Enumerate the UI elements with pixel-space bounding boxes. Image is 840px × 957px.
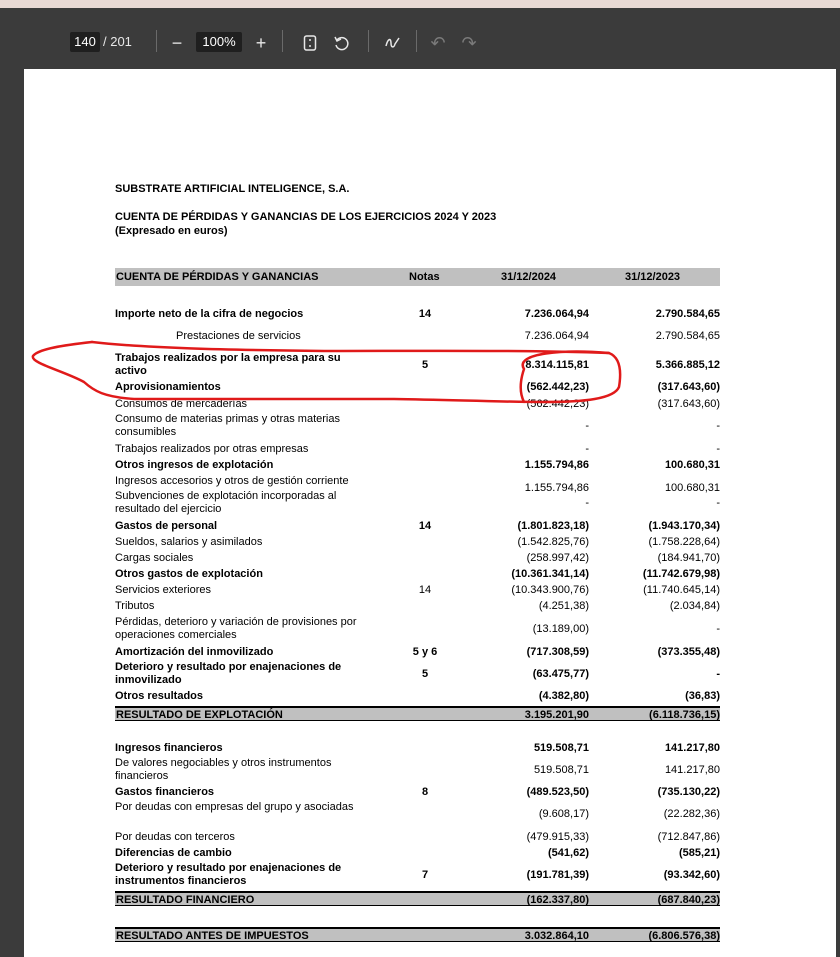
undo-icon[interactable]: ↶ bbox=[430, 33, 446, 53]
row-value-2024: (63.475,77) bbox=[532, 668, 589, 680]
row-value-2023: 141.217,80 bbox=[664, 742, 720, 754]
row-label: Gastos financieros bbox=[115, 786, 215, 798]
rotate-icon[interactable] bbox=[331, 32, 353, 54]
row-label: Consumos de mercaderías bbox=[115, 398, 248, 410]
redo-icon[interactable]: ↷ bbox=[461, 33, 477, 53]
row-label: Otros ingresos de explotación bbox=[115, 459, 274, 471]
row-value-2023: (11.742.679,98) bbox=[642, 568, 720, 580]
row-value-2023: (373.355,48) bbox=[657, 646, 720, 658]
row-value-2024: (4.251,38) bbox=[538, 600, 589, 612]
total-value-2023: (6.118.736,15) bbox=[649, 709, 720, 721]
row-value-2023: (1.758.228,64) bbox=[648, 536, 720, 548]
row-value-2023: 2.790.584,65 bbox=[655, 308, 720, 320]
row-value-2024: 519.508,71 bbox=[533, 764, 589, 776]
draw-icon[interactable] bbox=[382, 32, 404, 54]
row-label: Deterioro y resultado por enajenaciones de inmovilizado bbox=[115, 661, 342, 686]
row-value-2023: - bbox=[716, 623, 720, 635]
row-value-2024: - bbox=[585, 420, 589, 432]
row-value-2023: 2.790.584,65 bbox=[655, 330, 720, 342]
total-value-2023: (687.840,23) bbox=[657, 894, 720, 906]
row-value-2024: - bbox=[585, 497, 589, 509]
row-label: Amortización del inmovilizado bbox=[115, 646, 274, 658]
row-label: Otros resultados bbox=[115, 690, 204, 702]
total-label: RESULTADO FINANCIERO bbox=[116, 894, 255, 906]
plus-icon[interactable]: + bbox=[255, 33, 267, 53]
company-name: SUBSTRATE ARTIFICIAL INTELIGENCE, S.A. bbox=[115, 183, 350, 195]
row-value-2024: 1.155.794,86 bbox=[524, 482, 589, 494]
row-value-2023: 141.217,80 bbox=[664, 764, 720, 776]
minus-icon[interactable]: − bbox=[171, 33, 183, 53]
row-value-2023: (93.342,60) bbox=[663, 869, 720, 881]
zoom-input[interactable]: 100% bbox=[196, 32, 242, 52]
row-value-2023: (36,83) bbox=[685, 690, 720, 702]
row-value-2023: (317.643,60) bbox=[657, 381, 720, 393]
row-value-2024: 7.236.064,94 bbox=[524, 330, 589, 342]
row-value-2023: - bbox=[716, 668, 720, 680]
total-value-2024: (162.337,80) bbox=[526, 894, 589, 906]
row-value-2023: (317.643,60) bbox=[657, 398, 720, 410]
row-value-2023: - bbox=[716, 443, 720, 455]
total-label: RESULTADO ANTES DE IMPUESTOS bbox=[116, 930, 309, 942]
row-value-2024: (9.608,17) bbox=[538, 808, 589, 820]
row-value-2024: (258.997,42) bbox=[526, 552, 589, 564]
row-nota: 8 bbox=[421, 786, 429, 798]
row-value-2024: (541,62) bbox=[548, 847, 589, 859]
row-value-2024: (191.781,39) bbox=[526, 869, 589, 881]
pdf-toolbar bbox=[0, 8, 840, 69]
row-value-2024: (10.343.900,76) bbox=[511, 584, 589, 596]
row-label: Ingresos financieros bbox=[115, 742, 223, 754]
row-label: Consumo de materias primas y otras materias consumibles bbox=[115, 413, 340, 438]
statement-title: CUENTA DE PÉRDIDAS Y GANANCIAS DE LOS EJERCICIOS 2024 Y 2023 bbox=[115, 211, 497, 223]
row-value-2024: (1.542.825,76) bbox=[517, 536, 589, 548]
row-value-2024: (1.801.823,18) bbox=[517, 520, 589, 532]
row-value-2024: (717.308,59) bbox=[526, 646, 589, 658]
row-label: De valores negociables y otros instrumentos financieros bbox=[115, 757, 332, 782]
row-value-2024: (10.361.341,14) bbox=[511, 568, 589, 580]
pdf-page bbox=[24, 69, 836, 957]
row-value-2024: (13.189,00) bbox=[532, 623, 589, 635]
row-value-2023: (1.943.170,34) bbox=[648, 520, 720, 532]
row-nota: 14 bbox=[418, 584, 432, 596]
row-label: Prestaciones de servicios bbox=[176, 330, 301, 342]
row-label: Subvenciones de explotación incorporadas al resultado del ejercicio bbox=[115, 490, 337, 515]
row-value-2024: 7.236.064,94 bbox=[524, 308, 589, 320]
row-label: Aprovisionamientos bbox=[115, 381, 221, 393]
total-value-2023: (6.806.576,38) bbox=[648, 930, 720, 942]
row-label: Importe neto de la cifra de negocios bbox=[115, 308, 304, 320]
row-label: Gastos de personal bbox=[115, 520, 218, 532]
header-2023: 31/12/2023 bbox=[625, 271, 681, 283]
row-value-2024: 1.155.794,86 bbox=[524, 459, 589, 471]
row-label: Por deudas con empresas del grupo y asociadas bbox=[115, 801, 354, 813]
row-value-2024: (489.523,50) bbox=[526, 786, 589, 798]
total-value-2024: 3.032.864,10 bbox=[524, 930, 589, 942]
total-financiero bbox=[115, 891, 720, 906]
row-value-2023: (184.941,70) bbox=[657, 552, 720, 564]
row-label: Pérdidas, deterioro y variación de provisiones por operaciones comerciales bbox=[115, 616, 357, 641]
row-nota: 5 y 6 bbox=[412, 646, 438, 658]
row-label: Trabajos realizados por la empresa para su activo bbox=[115, 352, 341, 377]
row-label: Sueldos, salarios y asimilados bbox=[115, 536, 263, 548]
row-nota: 14 bbox=[418, 520, 432, 532]
row-nota: 7 bbox=[421, 869, 429, 881]
row-label: Por deudas con terceros bbox=[115, 831, 235, 843]
row-value-2023: (735.130,22) bbox=[657, 786, 720, 798]
fit-page-icon[interactable] bbox=[299, 32, 321, 54]
table-header bbox=[115, 268, 720, 286]
row-nota: 5 bbox=[421, 668, 429, 680]
row-value-2024: 519.508,71 bbox=[533, 742, 589, 754]
row-value-2023: 5.366.885,12 bbox=[655, 359, 720, 371]
row-value-2023: (2.034,84) bbox=[669, 600, 720, 612]
row-label: Trabajos realizados por otras empresas bbox=[115, 443, 309, 455]
row-label: Deterioro y resultado por enajenaciones de instrumentos financieros bbox=[115, 862, 342, 887]
window-top-strip bbox=[0, 0, 840, 8]
row-value-2023: (585,21) bbox=[679, 847, 720, 859]
page-total: / 201 bbox=[103, 34, 132, 49]
toolbar-divider bbox=[368, 30, 369, 52]
toolbar-divider bbox=[156, 30, 157, 52]
statement-subtitle: (Expresado en euros) bbox=[115, 225, 228, 237]
total-antes-impuestos bbox=[115, 927, 720, 942]
row-value-2023: (22.282,36) bbox=[663, 808, 720, 820]
page-number-input[interactable]: 140 bbox=[70, 32, 100, 52]
row-label: Diferencias de cambio bbox=[115, 847, 232, 859]
toolbar-divider bbox=[282, 30, 283, 52]
row-value-2024: - bbox=[585, 443, 589, 455]
row-nota: 14 bbox=[418, 308, 432, 320]
total-value-2024: 3.195.201,90 bbox=[524, 709, 589, 721]
total-label: RESULTADO DE EXPLOTACIÓN bbox=[116, 709, 283, 721]
row-value-2023: (712.847,86) bbox=[657, 831, 720, 843]
header-2024: 31/12/2024 bbox=[501, 271, 557, 283]
row-nota: 5 bbox=[421, 359, 429, 371]
header-label: CUENTA DE PÉRDIDAS Y GANANCIAS bbox=[116, 271, 319, 283]
row-value-2024: (562.442,23) bbox=[526, 381, 589, 393]
row-label: Ingresos accesorios y otros de gestión corriente bbox=[115, 475, 349, 487]
row-value-2023: 100.680,31 bbox=[664, 459, 720, 471]
row-label: Servicios exteriores bbox=[115, 584, 211, 596]
row-value-2024: (479.915,33) bbox=[526, 831, 589, 843]
row-label: Tributos bbox=[115, 600, 155, 612]
row-value-2024: (4.382,80) bbox=[538, 690, 589, 702]
row-value-2024: 8.314.115,81 bbox=[525, 359, 589, 371]
row-label: Otros gastos de explotación bbox=[115, 568, 263, 580]
row-value-2023: (11.740.645,14) bbox=[643, 584, 720, 596]
toolbar-divider bbox=[416, 30, 417, 52]
row-value-2023: - bbox=[716, 420, 720, 432]
row-value-2023: 100.680,31 bbox=[664, 482, 720, 494]
total-explotacion bbox=[115, 706, 720, 721]
row-value-2023: - bbox=[716, 497, 720, 509]
header-notas: Notas bbox=[409, 271, 440, 283]
row-label: Cargas sociales bbox=[115, 552, 194, 564]
row-value-2024: (562.442,23) bbox=[526, 398, 589, 410]
